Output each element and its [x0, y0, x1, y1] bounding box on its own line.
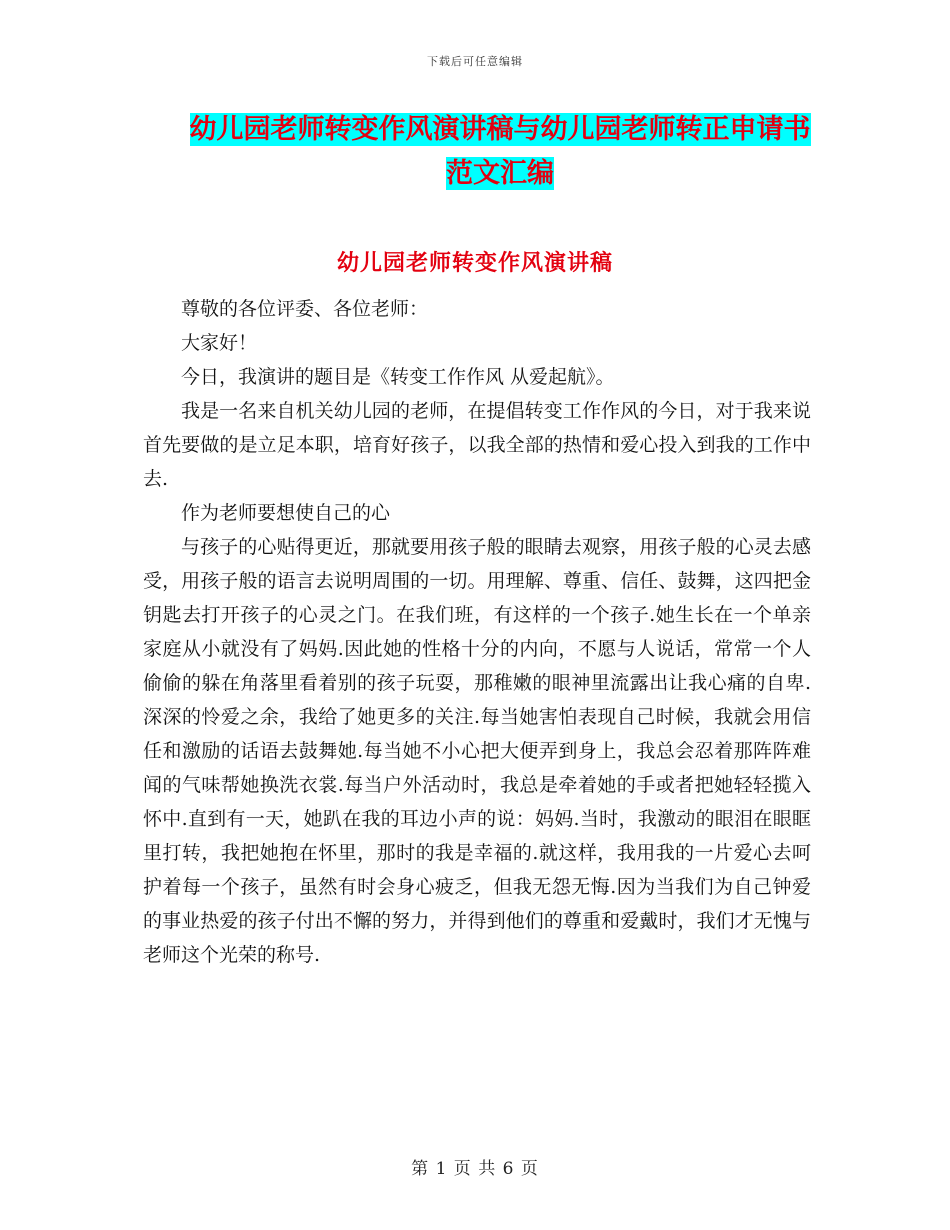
paragraph-salutation: 尊敬的各位评委、各位老师： [181, 298, 429, 320]
paragraph-intro: 我是一名来自机关幼儿园的老师，在提倡转变工作作风的今日，对于我来说首先要做的是立足本职，培育好孩子，以我全部的热情和爱心投入到我的工作中去. [143, 400, 811, 490]
paragraph-topic: 今日，我演讲的题目是《转变工作作风 从爱起航》。 [181, 366, 615, 388]
body-text [143, 292, 811, 972]
document-title [140, 108, 860, 196]
document-title-line-2: 范文汇编 [446, 158, 554, 189]
page-number-footer: 第 1 页 共 6 页 [411, 1159, 539, 1179]
paragraph-story: 与孩子的心贴得更近，那就要用孩子般的眼睛去观察，用孩子般的心灵去感受，用孩子般的语言去说明周围的一切。用理解、尊重、信任、鼓舞，这四把金钥匙去打开孩子的心灵之门。在我们班，有这样的一个孩子.她生长在一个单亲家庭从小就没有了妈妈.因此她的性格十分的内向，不愿与人说话，常常一个人偷偷的躲在角落里看着别的孩子玩耍，那稚嫩的眼神里流露出让我心痛的自卑.深深的怜爱之余，我给了她更多的关注.每当她害怕表现自己时候，我就会用信任和激励的话语去鼓舞她.每当她不小心把大便弄到身上，我总会忍着那阵阵难闻的气味帮她换洗衣裳.每当户外活动时，我总是牵着她的手或者把她轻轻揽入怀中.直到有一天，她趴在我的耳边小声的说：妈妈.当时，我激动的眼泪在眼眶里打转，我把她抱在怀里，那时的我是幸福的.就这样，我用我的一片爱心去呵护着每一个孩子，虽然有时会身心疲乏，但我无怨无悔.因为当我们为自己钟爱的事业热爱的孩子付出不懈的努力，并得到他们的尊重和爱戴时，我们才无愧与老师这个光荣的称号. [143, 536, 811, 966]
paragraph-greeting: 大家好！ [181, 332, 258, 354]
paragraph-heart-lead: 作为老师要想使自己的心 [181, 502, 391, 524]
header-note: 下载后可任意编辑 [427, 55, 523, 68]
document-title-line-1: 幼儿园老师转变作风演讲稿与幼儿园老师转正申请书 [189, 114, 811, 145]
section-heading: 幼儿园老师转变作风演讲稿 [336, 251, 613, 276]
